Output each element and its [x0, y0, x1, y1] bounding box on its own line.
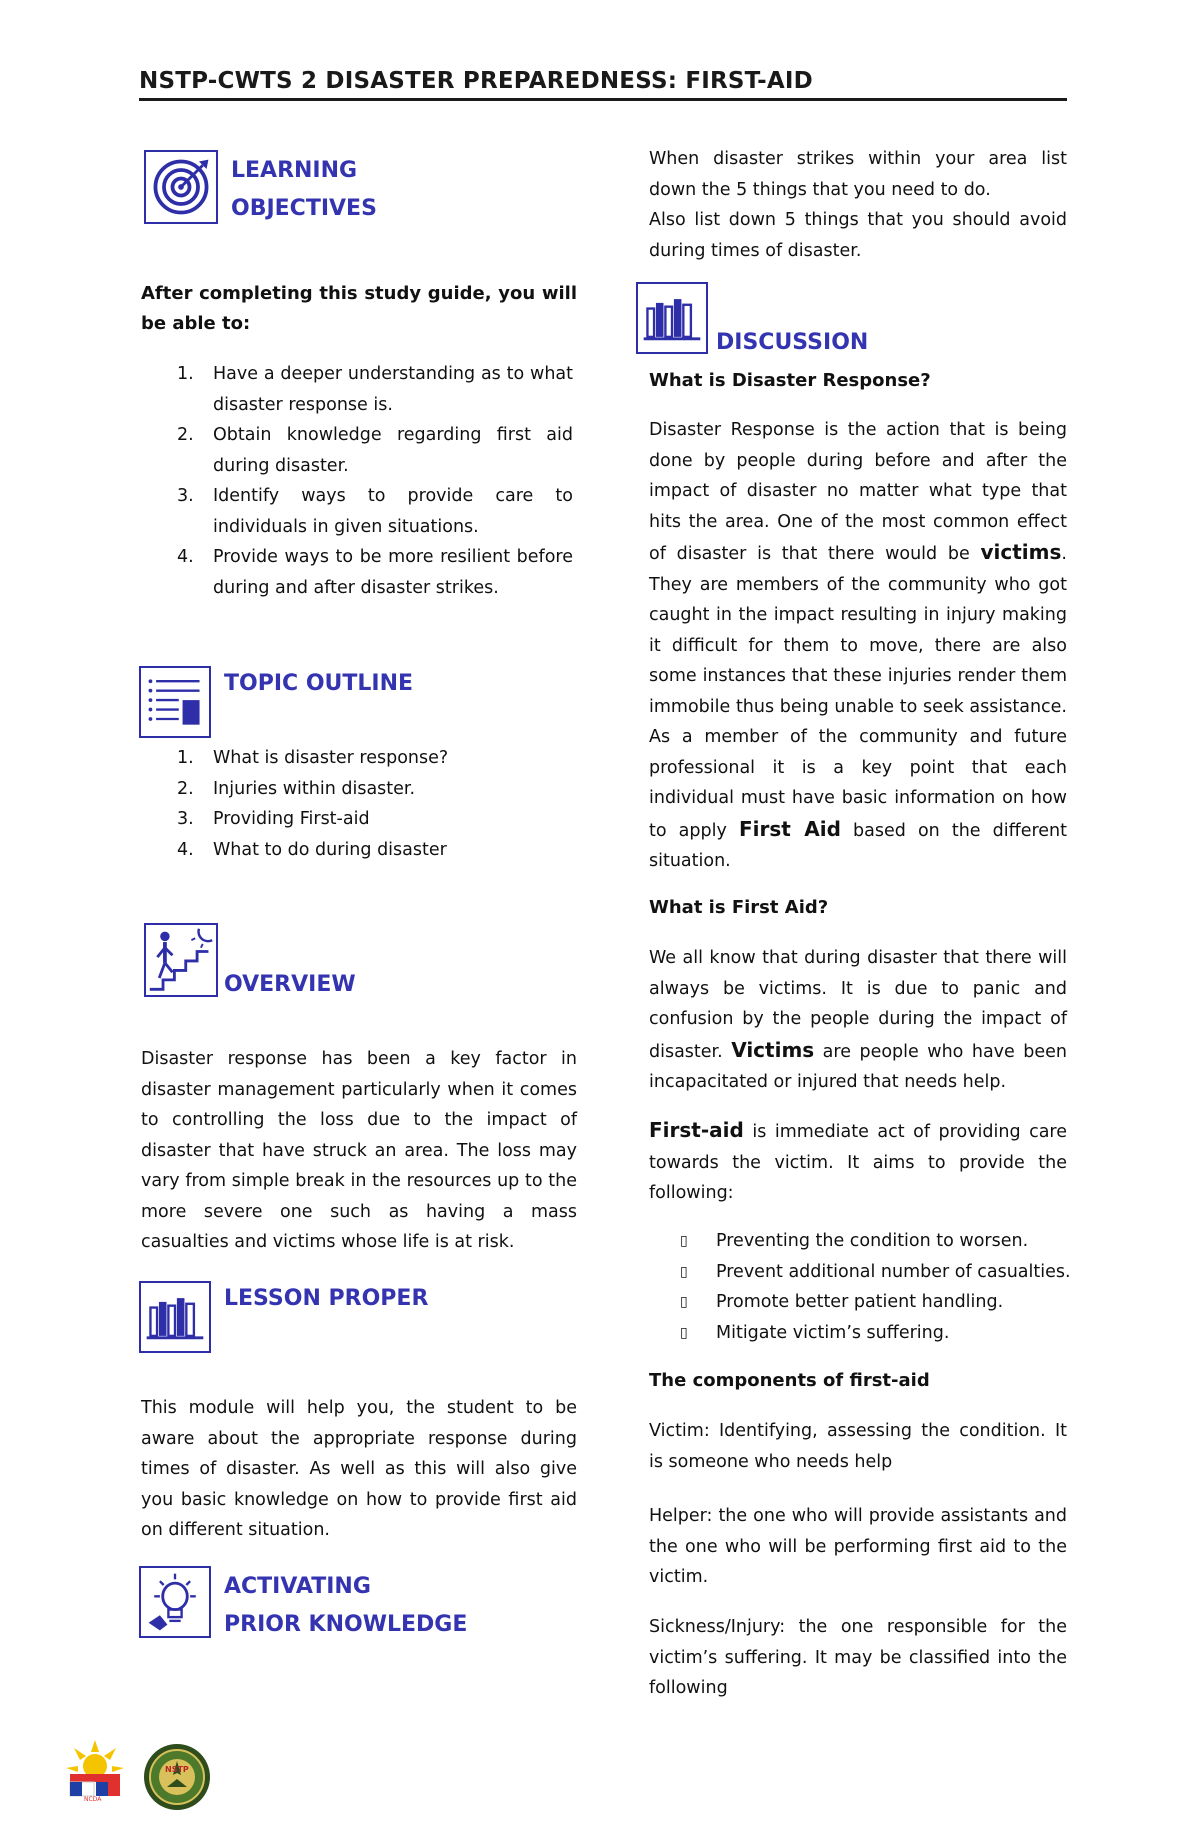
bullet-icon: ▯ — [680, 1263, 688, 1280]
discussion-heading: DISCUSSION — [716, 330, 869, 355]
list-item: 2. Obtain knowledge regarding first aid during disaster. — [171, 420, 573, 481]
activity-line2: Also list down 5 things that you should avoid during times of disaster. — [649, 210, 1067, 261]
overview-heading: OVERVIEW — [224, 972, 356, 997]
learning-objectives-heading — [231, 152, 377, 228]
p2-part-c: are people who have been incapacitated or injured that needs help. — [649, 1041, 1068, 1092]
list-item — [680, 1287, 1080, 1318]
objective-text: Identify ways to provide care to individuals in given situations. — [213, 486, 573, 537]
first-aid-term: First Aid — [738, 816, 841, 841]
list-item — [680, 1257, 1080, 1288]
aim-text: Promote better patient handling. — [716, 1292, 1004, 1312]
ncda-sun-logo — [64, 1738, 126, 1804]
lesson-proper-heading: LESSON PROPER — [224, 1286, 429, 1311]
component-helper: Helper: the one who will provide assistants and the one who will be performing first aid to the victim. — [649, 1506, 1067, 1587]
learning-objectives-heading-line1: LEARNING — [231, 158, 358, 183]
component-sickness-injury: Sickness/Injury: the one responsible for the victim’s suffering. It may be classified into the following — [649, 1617, 1067, 1698]
victims-term: Victims — [731, 1037, 815, 1062]
objectives-list — [171, 359, 573, 603]
header-rule — [139, 98, 1067, 101]
nstp-logo-label: NSTP — [165, 1765, 189, 1774]
activating-heading-line2: PRIOR KNOWLEDGE — [224, 1612, 468, 1637]
list-item: 2. Injuries within disaster. — [171, 774, 573, 805]
aim-text: Mitigate victim’s suffering. — [716, 1322, 950, 1343]
nstp-seal-logo — [143, 1743, 211, 1811]
objectives-intro: After completing this study guide, you will be able to: — [141, 283, 577, 334]
list-item: 4. Provide ways to be more resilient before during and after disaster strikes. — [171, 542, 573, 603]
aim-text: Prevent additional number of casualties. — [716, 1261, 1071, 1282]
bullet-icon: ▯ — [680, 1294, 688, 1310]
bullet-icon: ▯ — [680, 1324, 688, 1341]
topic-outline-heading: TOPIC OUTLINE — [224, 671, 414, 696]
p2-part-a: We all know that during disaster that there will always be victims. It is due to panic and confusion by the people during the impact of disaster. — [649, 948, 1067, 1062]
aim-text: Preventing the condition to worsen. — [716, 1231, 1029, 1251]
books-icon — [139, 1281, 211, 1353]
first-aid-text — [649, 943, 1067, 1098]
stairs-climbing-icon — [144, 923, 218, 997]
first-aid-aims-list — [680, 1226, 1080, 1348]
p3-part-b: is immediate act of providing care towards the victim. It aims to provide the following: — [649, 1122, 1067, 1203]
objective-text: Provide ways to be more resilient before during and after disaster strikes. — [213, 547, 573, 598]
components-heading: The components of first-aid — [649, 1370, 930, 1391]
learning-objectives-heading-line2: OBJECTIVES — [231, 196, 377, 221]
disaster-response-text — [649, 415, 1067, 877]
list-item — [680, 1318, 1080, 1349]
outline-text: What to do during disaster — [213, 839, 447, 860]
list-item: 4. What to do during disaster — [171, 835, 573, 866]
page-header-title: NSTP-CWTS 2 DISASTER PREPAREDNESS: FIRST-AID — [139, 68, 813, 94]
first-aid-term: First-aid — [649, 1118, 744, 1142]
outline-list-icon — [139, 666, 211, 738]
objective-text: Obtain knowledge regarding first aid during disaster. — [213, 425, 573, 476]
bullet-icon: ▯ — [680, 1233, 688, 1249]
topic-outline-list — [171, 743, 573, 865]
list-item: 1. Have a deeper understanding as to what disaster response is. — [171, 359, 573, 420]
outline-text: Injuries within disaster. — [213, 778, 416, 799]
target-icon — [144, 150, 218, 224]
p1-part-c: . They are members of the community who got caught in the impact resulting in injury making it difficult for them to move, there are also some instances that these injuries render them immobile thus being unable to seek assistance. As a member of the community and future professional it is a key point that each individual must have basic information on how to apply — [649, 544, 1067, 841]
list-item: 3. Providing First-aid — [171, 804, 573, 835]
p1-part-a: Disaster Response is the action that is being done by people during before and after the impact of disaster no matter what type that hits the area. One of the most common effect of disaster is that there would be — [649, 420, 1067, 564]
outline-text: What is disaster response? — [213, 748, 449, 768]
lesson-proper-text: This module will help you, the student to be aware about the appropriate response during times of disaster. As well as this will also give you basic knowledge on how to provide first aid on different situation. — [141, 1398, 577, 1540]
list-item: 3. Identify ways to provide care to individuals in given situations. — [171, 481, 573, 542]
first-aid-definition — [649, 1115, 1067, 1209]
objective-text: Have a deeper understanding as to what disaster response is. — [213, 364, 573, 415]
question-first-aid: What is First Aid? — [649, 897, 829, 918]
component-victim: Victim: Identifying, assessing the condition. It is someone who needs help — [649, 1421, 1067, 1472]
outline-text: Providing First-aid — [213, 809, 370, 829]
activating-heading-line1: ACTIVATING — [224, 1574, 371, 1599]
ncda-logo-label: NCDA — [84, 1796, 102, 1803]
books-icon — [636, 282, 708, 354]
activity-text — [649, 144, 1067, 266]
victims-term: victims — [980, 540, 1062, 564]
p1-part-e: based on the different situation. — [649, 820, 1067, 871]
list-item: 1. What is disaster response? — [171, 743, 573, 774]
list-item — [680, 1226, 1080, 1257]
lightbulb-icon — [139, 1566, 211, 1638]
activating-heading — [224, 1568, 467, 1644]
activity-line1: When disaster strikes within your area list down the 5 things that you need to do. — [649, 149, 1067, 200]
question-disaster-response: What is Disaster Response? — [649, 370, 931, 391]
overview-text: Disaster response has been a key factor in disaster management particularly when it comes to controlling the loss due to the impact of disaster that have struck an area. The loss may vary from simple break in the resources up to the more severe one such as having a mass casualties and victims whose life is at risk. — [141, 1049, 577, 1252]
